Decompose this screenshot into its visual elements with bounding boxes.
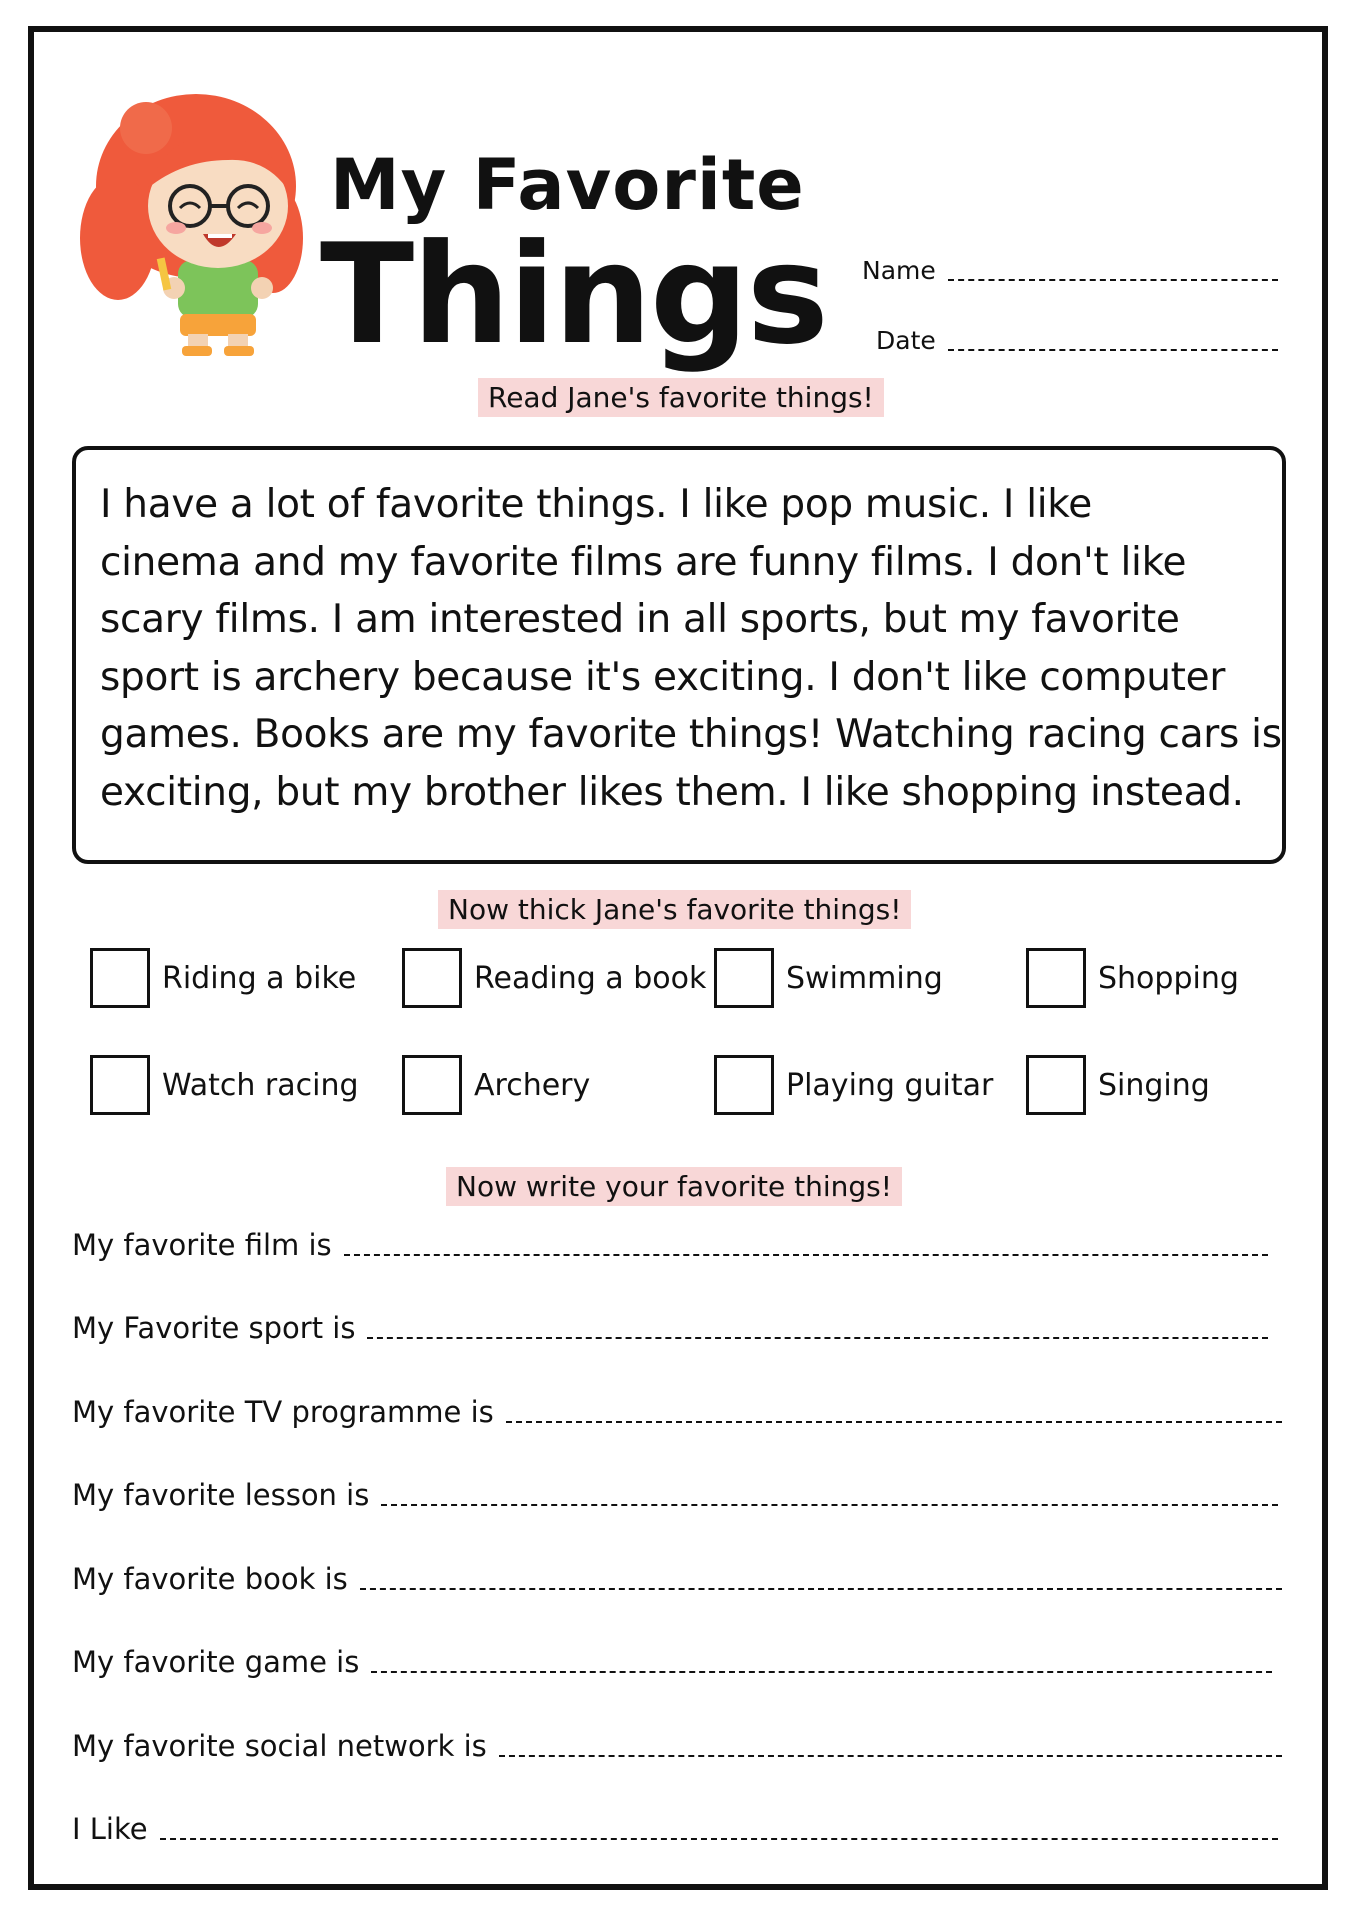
name-label: Name: [862, 256, 936, 285]
check-label: Playing guitar: [786, 1067, 994, 1103]
check-item-reading-a-book[interactable]: [402, 948, 706, 1008]
check-label: Watch racing: [162, 1067, 359, 1103]
check-item-swimming[interactable]: [714, 948, 943, 1008]
prompt-label: My favorite film is: [72, 1228, 332, 1262]
prompt-favorite-sport[interactable]: [72, 1311, 1268, 1345]
name-blank-line[interactable]: [948, 275, 1278, 281]
checkbox[interactable]: [90, 948, 150, 1008]
checkbox[interactable]: [714, 948, 774, 1008]
story-line: I have a lot of favorite things. I like pop music. I like: [100, 482, 1092, 527]
prompt-label: My favorite social network is: [72, 1729, 487, 1763]
answer-blank-line[interactable]: [160, 1834, 1278, 1840]
answer-blank-line[interactable]: [360, 1584, 1282, 1590]
story-line: sport is archery because it's exciting. I don't like computer: [100, 654, 1226, 700]
girl-mascot-icon: [68, 88, 308, 358]
date-blank-line[interactable]: [948, 345, 1278, 351]
check-label: Swimming: [786, 960, 943, 996]
date-field[interactable]: [876, 326, 1278, 355]
title-my-favorite: My Favorite: [330, 144, 805, 226]
check-item-riding-a-bike[interactable]: [90, 948, 356, 1008]
check-item-singing[interactable]: [1026, 1055, 1210, 1115]
prompt-label: My Favorite sport is: [72, 1311, 356, 1345]
name-field[interactable]: [862, 256, 1278, 285]
prompt-i-like[interactable]: [72, 1812, 1278, 1846]
story-line: games. Books are my favorite things! Watching racing cars is: [100, 712, 1282, 757]
prompt-label: My favorite TV programme is: [72, 1395, 494, 1429]
instruction-write: Now write your favorite things!: [446, 1167, 902, 1206]
check-item-shopping[interactable]: [1026, 948, 1239, 1008]
answer-blank-line[interactable]: [381, 1500, 1278, 1506]
check-label: Archery: [474, 1067, 591, 1103]
answer-blank-line[interactable]: [367, 1333, 1268, 1339]
check-label: Reading a book: [474, 960, 707, 996]
check-item-watch-racing[interactable]: [90, 1055, 359, 1115]
answer-blank-line[interactable]: [499, 1751, 1282, 1757]
check-item-archery[interactable]: [402, 1055, 590, 1115]
story-line: cinema and my favorite films are funny films. I don't like: [100, 539, 1187, 585]
prompt-favorite-game[interactable]: [72, 1645, 1272, 1679]
prompt-favorite-lesson[interactable]: [72, 1478, 1278, 1512]
instruction-read: Read Jane's favorite things!: [478, 378, 884, 417]
check-label: Singing: [1098, 1067, 1210, 1103]
instruction-tick: Now thick Jane's favorite things!: [438, 890, 911, 929]
check-label: Shopping: [1098, 960, 1239, 996]
checkbox[interactable]: [402, 948, 462, 1008]
prompt-label: My favorite game is: [72, 1645, 360, 1679]
title-things: Things: [320, 214, 827, 375]
checkbox[interactable]: [1026, 948, 1086, 1008]
story-line: exciting, but my brother likes them. I like shopping instead.: [100, 769, 1244, 815]
prompt-favorite-book[interactable]: [72, 1562, 1282, 1596]
checkbox[interactable]: [402, 1055, 462, 1115]
prompt-label: My favorite lesson is: [72, 1478, 370, 1512]
prompt-favorite-tv-programme[interactable]: [72, 1395, 1282, 1429]
story-line: scary films. I am interested in all sports, but my favorite: [100, 597, 1180, 642]
prompt-label: My favorite book is: [72, 1562, 348, 1596]
checkbox[interactable]: [90, 1055, 150, 1115]
check-label: Riding a bike: [162, 960, 357, 996]
prompt-favorite-film[interactable]: [72, 1228, 1268, 1262]
prompt-label: I Like: [72, 1812, 148, 1846]
story-box: [72, 446, 1286, 864]
answer-blank-line[interactable]: [371, 1667, 1272, 1673]
answer-blank-line[interactable]: [506, 1417, 1282, 1423]
check-item-playing-guitar[interactable]: [714, 1055, 993, 1115]
answer-blank-line[interactable]: [344, 1250, 1268, 1256]
checkbox[interactable]: [714, 1055, 774, 1115]
date-label: Date: [876, 326, 936, 355]
checkbox[interactable]: [1026, 1055, 1086, 1115]
prompt-favorite-social-network[interactable]: [72, 1729, 1282, 1763]
